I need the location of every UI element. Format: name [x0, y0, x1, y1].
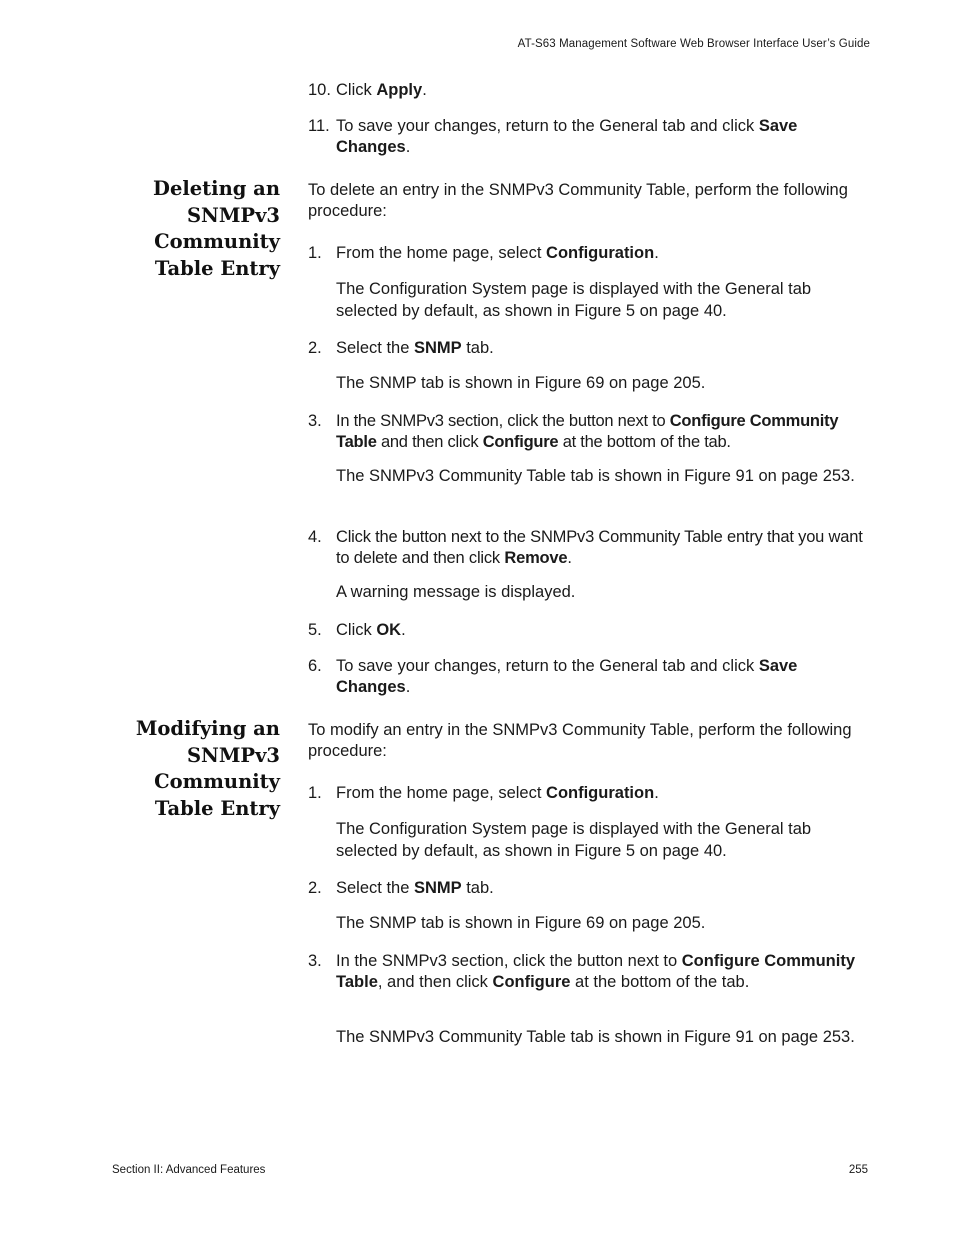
step-bold-term: Apply — [376, 81, 423, 99]
step-bold-term: Save Changes — [336, 657, 798, 696]
modify-step-2-note: The SNMP tab is shown in Figure 69 on page 205. — [336, 914, 706, 932]
step-10 — [308, 80, 874, 101]
step-text: From the home page, select — [336, 784, 547, 802]
heading-line: Community — [154, 770, 280, 793]
heading-line: Community — [154, 230, 280, 253]
section-heading-modify — [90, 716, 280, 822]
step-text-mid: , and then click — [377, 972, 493, 991]
step-number: 4. — [308, 528, 322, 546]
step-text: To save your changes, return to the General tab and click — [336, 117, 759, 135]
step-text: In the SNMPv3 section, click the button next to — [336, 952, 682, 970]
step-number: 6. — [308, 657, 322, 675]
footer-section: Section II: Advanced Features — [112, 1164, 266, 1176]
delete-step-1 — [308, 243, 874, 264]
heading-line: SNMPv3 — [186, 743, 280, 767]
step-11 — [308, 116, 874, 157]
step-text: In the SNMPv3 section, click the button next to — [336, 412, 670, 430]
step-number: 3. — [308, 412, 322, 430]
modify-intro: To modify an entry in the SNMPv3 Community Table, perform the following procedure: — [308, 721, 852, 760]
heading-line: Deleting an — [153, 177, 280, 200]
step-text: Select the — [336, 339, 414, 357]
step-text-end: . — [405, 677, 411, 696]
delete-intro: To delete an entry in the SNMPv3 Community Table, perform the following procedure: — [308, 181, 848, 220]
modify-step-1 — [308, 783, 874, 804]
step-text-end: . — [567, 548, 572, 567]
step-bold-term-2: Configure — [492, 972, 571, 991]
delete-step-2-note: The SNMP tab is shown in Figure 69 on page 205. — [336, 374, 706, 392]
step-text-end: . — [405, 137, 411, 156]
step-bold-term: Configuration — [546, 244, 655, 262]
modify-step-2 — [308, 878, 874, 899]
step-text: Click — [336, 621, 377, 639]
delete-step-4-note: A warning message is displayed. — [336, 583, 576, 601]
step-text: Click the button next to the SNMPv3 Community Table entry that you want to delete and then click — [336, 528, 863, 567]
step-bold-term: Save Changes — [336, 117, 798, 156]
step-bold-term: Configure Community Table — [336, 412, 839, 451]
step-text-mid: and then click — [376, 432, 483, 451]
step-bold-term: Configure Community Table — [336, 952, 856, 991]
heading-line: SNMPv3 — [186, 203, 280, 227]
page-number: 255 — [848, 1164, 868, 1176]
delete-step-5 — [308, 620, 874, 641]
step-text: To save your changes, return to the General tab and click — [336, 657, 759, 675]
step-bold-term: SNMP — [413, 879, 462, 897]
delete-step-6 — [308, 656, 874, 697]
step-text: From the home page, select — [336, 244, 547, 262]
step-number: 2. — [308, 339, 322, 357]
step-number: 1. — [308, 784, 322, 802]
step-bold-term: SNMP — [413, 339, 462, 357]
step-number: 11. — [308, 117, 330, 135]
delete-step-3-note: The SNMPv3 Community Table tab is shown in Figure 91 on page 253. — [336, 467, 855, 485]
step-number: 5. — [308, 621, 322, 639]
step-text-end: at the bottom of the tab. — [558, 432, 731, 451]
step-text: Click — [336, 81, 377, 99]
step-text: Select the — [336, 879, 414, 897]
step-text-end: . — [422, 81, 427, 99]
delete-step-1-note: The Configuration System page is displayed with the General tab selected by default, as shown in Figure 5 on page 40. — [336, 280, 812, 320]
step-text-end: . — [654, 784, 659, 802]
modify-step-1-note: The Configuration System page is displayed with the General tab selected by default, as shown in Figure 5 on page 40. — [336, 820, 812, 860]
step-bold-term-2: Configure — [482, 432, 559, 451]
step-bold-term: Configuration — [546, 784, 655, 802]
delete-step-2 — [308, 338, 874, 359]
heading-line: Modifying an — [135, 717, 280, 740]
section-heading-delete — [90, 176, 280, 282]
step-bold-term: OK — [376, 621, 402, 639]
step-number: 10. — [308, 81, 331, 99]
step-number: 2. — [308, 879, 322, 897]
heading-line: Table Entry — [154, 796, 280, 820]
delete-step-4 — [308, 527, 874, 568]
modify-step-3-note: The SNMPv3 Community Table tab is shown in Figure 91 on page 253. — [336, 1028, 855, 1046]
modify-step-3 — [308, 951, 874, 992]
step-text-end: tab. — [461, 339, 494, 357]
step-text-end: . — [654, 244, 659, 262]
step-text-end: tab. — [461, 879, 494, 897]
step-text-end: . — [401, 621, 406, 639]
step-number: 3. — [308, 952, 322, 970]
heading-line: Table Entry — [154, 256, 280, 280]
running-header: AT-S63 Management Software Web Browser Interface User’s Guide — [517, 38, 870, 50]
delete-step-3 — [308, 411, 874, 452]
step-text-end: at the bottom of the tab. — [570, 972, 750, 991]
step-number: 1. — [308, 244, 322, 262]
step-bold-term: Remove — [504, 548, 568, 567]
